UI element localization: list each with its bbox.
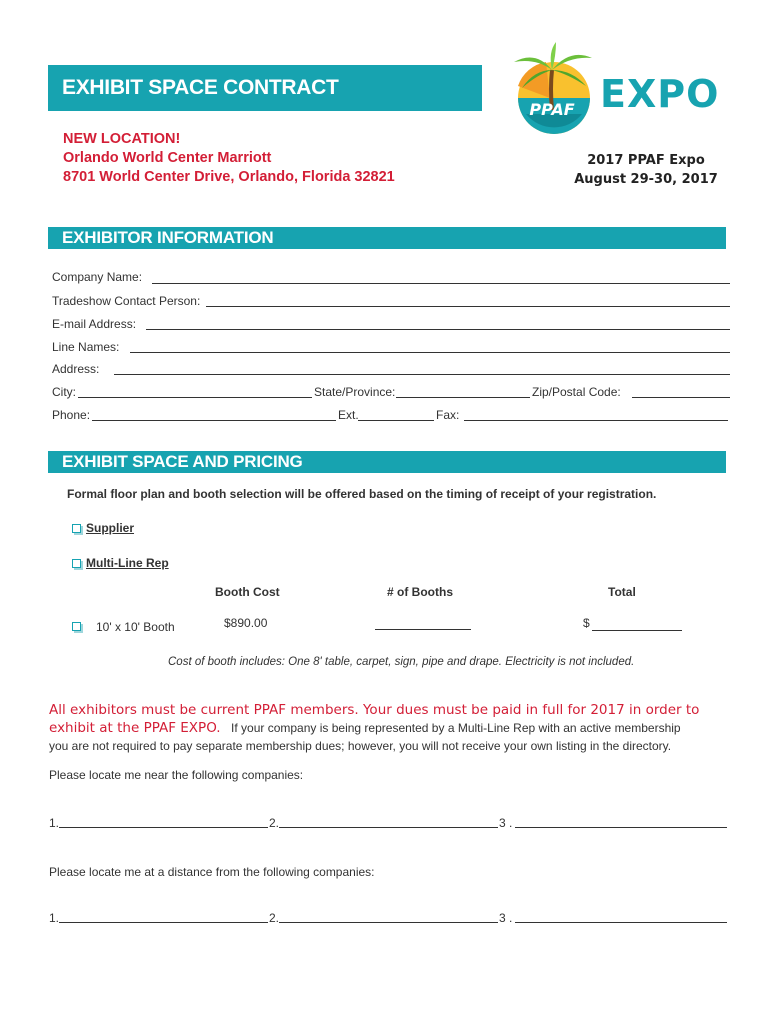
title-banner: [48, 65, 482, 111]
near-2-field[interactable]: [279, 827, 498, 828]
new-location-tag: NEW LOCATION!: [63, 131, 181, 147]
membership-notice-line2: [49, 719, 681, 737]
city-field[interactable]: [78, 397, 312, 398]
palm-tree-sun-icon: [506, 40, 598, 136]
company-name-label: Company Name:: [52, 270, 143, 284]
zip-label: Zip/Postal Code:: [532, 385, 621, 399]
exhibitor-section-title: EXHIBITOR INFORMATION: [62, 228, 274, 247]
event-name: 2017 PPAF Expo: [587, 153, 705, 168]
ppaf-expo-logo: [506, 40, 720, 136]
line-names-field[interactable]: [130, 352, 730, 353]
address-field[interactable]: [114, 374, 730, 375]
multiline-label: Multi-Line Rep: [86, 556, 169, 570]
near-1-field[interactable]: [59, 827, 268, 828]
membership-detail-line1: If your company is being represented by a Multi-Line Rep with an active membership: [231, 721, 681, 735]
phone-label: Phone:: [52, 408, 91, 422]
email-label: E-mail Address:: [52, 317, 137, 331]
far-3-field[interactable]: [515, 922, 727, 923]
pricing-section-banner: [48, 451, 726, 473]
fax-field[interactable]: [464, 420, 728, 421]
multiline-option[interactable]: [72, 556, 169, 570]
page-title: EXHIBIT SPACE CONTRACT: [62, 76, 339, 99]
venue-name: Orlando World Center Marriott: [63, 150, 272, 166]
logo-word: EXPO: [600, 72, 720, 116]
membership-notice-emphasis: exhibit at the PPAF EXPO.: [49, 720, 221, 736]
booth-price: $890.00: [224, 616, 268, 630]
booth-checkbox[interactable]: [72, 622, 81, 631]
fax-label: Fax:: [436, 408, 460, 422]
total-header: Total: [608, 585, 636, 599]
membership-notice-line1: All exhibitors must be current PPAF members. Your dues must be paid in full for 2017 in order to: [49, 702, 700, 718]
booth-label: 10' x 10' Booth: [96, 620, 175, 634]
total-field[interactable]: [592, 630, 682, 631]
total-prefix: $: [583, 616, 590, 630]
state-field[interactable]: [396, 397, 530, 398]
locate-near-label: Please locate me near the following companies:: [49, 768, 304, 782]
contact-person-label: Tradeshow Contact Person:: [52, 294, 201, 308]
ext-field[interactable]: [358, 420, 434, 421]
company-name-field[interactable]: [152, 283, 730, 284]
phone-field[interactable]: [92, 420, 336, 421]
pricing-intro: Formal floor plan and booth selection will be offered based on the timing of receipt of your registration.: [67, 487, 657, 501]
supplier-checkbox[interactable]: [72, 524, 81, 533]
zip-field[interactable]: [632, 397, 730, 398]
far-3-label: 3 .: [499, 911, 513, 925]
membership-detail-line2: you are not required to pay separate membership dues; however, you will not receive your own listing in the directory.: [49, 739, 672, 753]
num-booths-header: # of Booths: [387, 585, 453, 599]
address-label: Address:: [52, 362, 100, 376]
booth-includes-note: Cost of booth includes: One 8' table, carpet, sign, pipe and drape. Electricity is not included.: [168, 656, 635, 668]
exhibitor-section-banner: [48, 227, 726, 249]
near-3-label: 3 .: [499, 816, 513, 830]
booth-option[interactable]: [72, 619, 86, 633]
ext-label: Ext.: [338, 408, 359, 422]
far-1-field[interactable]: [59, 922, 268, 923]
num-booths-field[interactable]: [375, 629, 471, 630]
supplier-label: Supplier: [86, 521, 135, 535]
state-label: State/Province:: [314, 385, 396, 399]
venue-address: 8701 World Center Drive, Orlando, Florida 32821: [63, 169, 395, 185]
pricing-section-title: EXHIBIT SPACE AND PRICING: [62, 452, 303, 471]
supplier-option[interactable]: [72, 521, 134, 535]
locate-far-label: Please locate me at a distance from the following companies:: [49, 865, 375, 879]
line-names-label: Line Names:: [52, 340, 120, 354]
near-1-label: 1.: [49, 816, 60, 830]
city-label: City:: [52, 385, 76, 399]
multiline-checkbox[interactable]: [72, 559, 81, 568]
far-2-field[interactable]: [279, 922, 498, 923]
email-field[interactable]: [146, 329, 730, 330]
near-2-label: 2.: [269, 816, 280, 830]
near-3-field[interactable]: [515, 827, 727, 828]
event-dates: August 29-30, 2017: [574, 172, 718, 187]
logo-badge: PPAF: [529, 100, 575, 119]
contact-person-field[interactable]: [206, 306, 730, 307]
far-1-label: 1.: [49, 911, 60, 925]
booth-cost-header: Booth Cost: [215, 585, 280, 599]
far-2-label: 2.: [269, 911, 280, 925]
